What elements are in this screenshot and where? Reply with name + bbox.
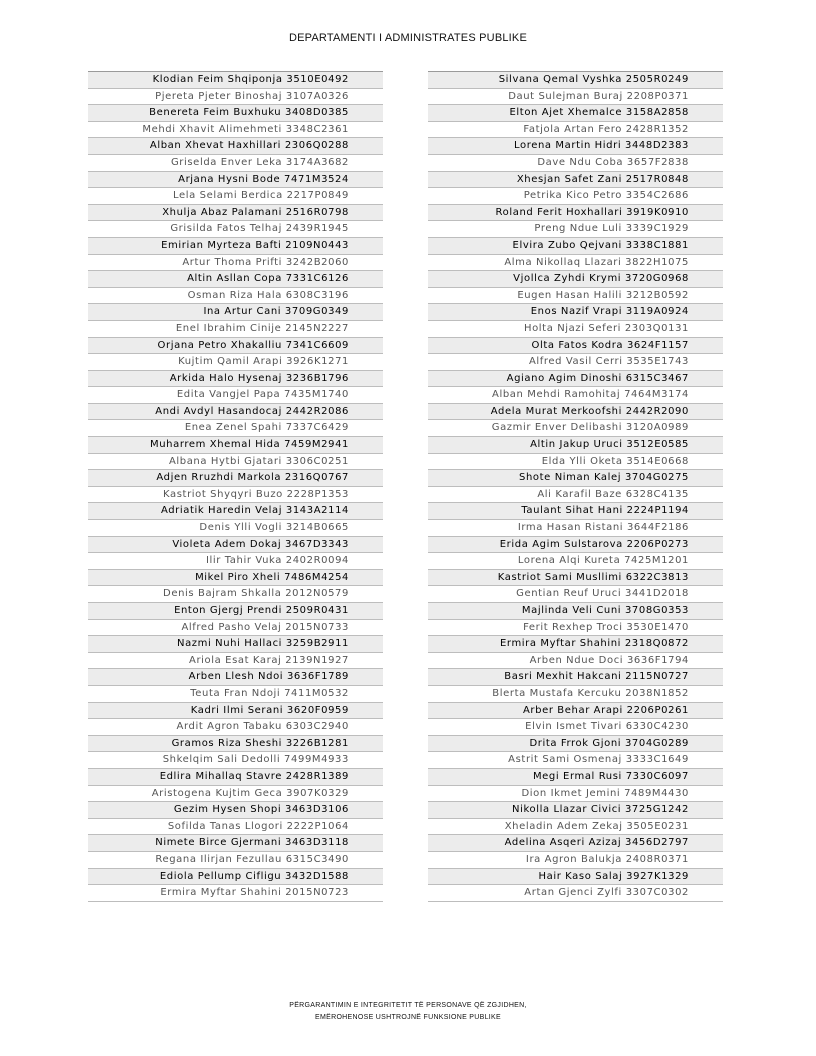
list-left-row: Mehdi Xhavit Alimehmeti 3348C2361 (88, 122, 383, 139)
list-right-row: Alfred Vasil Cerri 3535E1743 (428, 354, 723, 371)
name-list-left (88, 71, 383, 902)
list-right-row: Lorena Alqi Kureta 7425M1201 (428, 553, 723, 570)
list-left-row: Enton Gjergj Prendi 2509R0431 (88, 603, 383, 620)
list-right-row: Alma Nikollaq Llazari 3822H1075 (428, 255, 723, 272)
list-left-row: Xhulja Abaz Palamani 2516R0798 (88, 205, 383, 222)
list-right-row: Hair Kaso Salaj 3927K1329 (428, 869, 723, 886)
list-right-row: Gazmir Enver Delibashi 3120A0989 (428, 420, 723, 437)
list-right-row: Drita Frrok Gjoni 3704G0289 (428, 736, 723, 753)
list-left-row: Enel Ibrahim Cinije 2145N2227 (88, 321, 383, 338)
list-right-row: Ferit Rexhep Troci 3530E1470 (428, 620, 723, 637)
list-right-row: Elda Ylli Oketa 3514E0668 (428, 454, 723, 471)
list-right-row: Adela Murat Merkoofshi 2442R2090 (428, 404, 723, 421)
list-left-row: Altin Asllan Copa 7331C6126 (88, 271, 383, 288)
list-right-row: Majlinda Veli Cuni 3708G0353 (428, 603, 723, 620)
list-right-row: Blerta Mustafa Kercuku 2038N1852 (428, 686, 723, 703)
list-left-row: Adjen Rruzhdi Markola 2316Q0767 (88, 470, 383, 487)
list-right-row: Silvana Qemal Vyshka 2505R0249 (428, 72, 723, 89)
list-right-row: Vjollca Zyhdi Krymi 3720G0968 (428, 271, 723, 288)
list-right-row: Erida Agim Sulstarova 2206P0273 (428, 537, 723, 554)
list-left-row: Klodian Feim Shqiponja 3510E0492 (88, 72, 383, 89)
list-left-row: Kadri Ilmi Serani 3620F0959 (88, 703, 383, 720)
list-right-row: Preng Ndue Luli 3339C1929 (428, 221, 723, 238)
list-right-row: Gentian Reuf Uruci 3441D2018 (428, 586, 723, 603)
list-right-row: Ira Agron Balukja 2408R0371 (428, 852, 723, 869)
list-left-row: Osman Riza Hala 6308C3196 (88, 288, 383, 305)
list-right-row: Fatjola Artan Fero 2428R1352 (428, 122, 723, 139)
list-right-row: Daut Sulejman Buraj 2208P0371 (428, 89, 723, 106)
list-left-row: Albana Hytbi Gjatari 3306C0251 (88, 454, 383, 471)
list-right-row: Agiano Agim Dinoshi 6315C3467 (428, 371, 723, 388)
list-left-row: Orjana Petro Xhakalliu 7341C6609 (88, 338, 383, 355)
list-left-row: Violeta Adem Dokaj 3467D3343 (88, 537, 383, 554)
list-left-row: Alfred Pasho Velaj 2015N0733 (88, 620, 383, 637)
footer-line-2: EMËROHENOSE USHTROJNË FUNKSIONE PUBLIKE (315, 1014, 501, 1021)
list-left-row: Ardit Agron Tabaku 6303C2940 (88, 719, 383, 736)
list-left-row: Gramos Riza Sheshi 3226B1281 (88, 736, 383, 753)
list-right-row: Altin Jakup Uruci 3512E0585 (428, 437, 723, 454)
list-right-row: Dion Ikmet Jemini 7489M4430 (428, 786, 723, 803)
list-right-row: Holta Njazi Seferi 2303Q0131 (428, 321, 723, 338)
list-right-row: Astrit Sami Osmenaj 3333C1649 (428, 752, 723, 769)
list-left-row: Emirian Myrteza Bafti 2109N0443 (88, 238, 383, 255)
list-left-row: Shkelqim Sali Dedolli 7499M4933 (88, 752, 383, 769)
list-right-row: Artan Gjenci Zylfi 3307C0302 (428, 885, 723, 902)
list-right-row: Ali Karafil Baze 6328C4135 (428, 487, 723, 504)
list-right-row: Dave Ndu Coba 3657F2838 (428, 155, 723, 172)
list-left-row: Enea Zenel Spahi 7337C6429 (88, 420, 383, 437)
list-right-row: Elvira Zubo Qejvani 3338C1881 (428, 238, 723, 255)
list-left-row: Alban Xhevat Haxhillari 2306Q0288 (88, 138, 383, 155)
list-left-row: Sofilda Tanas Llogori 2222P1064 (88, 819, 383, 836)
list-left-row: Arben Llesh Ndoi 3636F1789 (88, 669, 383, 686)
list-left-row: Andi Avdyl Hasandocaj 2442R2086 (88, 404, 383, 421)
list-left-row: Griselda Enver Leka 3174A3682 (88, 155, 383, 172)
list-left-row: Lela Selami Berdica 2217P0849 (88, 188, 383, 205)
list-right-row: Xheladin Adem Zekaj 3505E0231 (428, 819, 723, 836)
list-right-row: Olta Fatos Kodra 3624F1157 (428, 338, 723, 355)
list-right-row: Eugen Hasan Halili 3212B0592 (428, 288, 723, 305)
list-left-row: Edlira Mihallaq Stavre 2428R1389 (88, 769, 383, 786)
list-right-row: Arben Ndue Doci 3636F1794 (428, 653, 723, 670)
list-left-row: Ilir Tahir Vuka 2402R0094 (88, 553, 383, 570)
list-right-row: Shote Niman Kalej 3704G0275 (428, 470, 723, 487)
list-left-row: Ariola Esat Karaj 2139N1927 (88, 653, 383, 670)
list-right-row: Elvin Ismet Tivari 6330C4230 (428, 719, 723, 736)
list-left-row: Nimete Birce Gjermani 3463D3118 (88, 835, 383, 852)
page-title: DEPARTAMENTI I ADMINISTRATES PUBLIKE (288, 32, 528, 44)
list-right-row: Enos Nazif Vrapi 3119A0924 (428, 304, 723, 321)
list-left-row: Gezim Hysen Shopi 3463D3106 (88, 802, 383, 819)
list-right-row: Alban Mehdi Ramohitaj 7464M3174 (428, 387, 723, 404)
list-left-row: Ediola Pellump Cifligu 3432D1588 (88, 869, 383, 886)
list-left-row: Grisilda Fatos Telhaj 2439R1945 (88, 221, 383, 238)
list-left-row: Denis Ylli Vogli 3214B0665 (88, 520, 383, 537)
list-left-row: Pjereta Pjeter Binoshaj 3107A0326 (88, 89, 383, 106)
list-right-row: Megi Ermal Rusi 7330C6097 (428, 769, 723, 786)
list-left-row: Mikel Piro Xheli 7486M4254 (88, 570, 383, 587)
list-left-row: Ina Artur Cani 3709G0349 (88, 304, 383, 321)
footer-line-1: PËRGARANTIMIN E INTEGRITETIT TË PERSONAVE QË ZGJIDHEN, (289, 1002, 527, 1009)
list-left-row: Denis Bajram Shkalla 2012N0579 (88, 586, 383, 603)
list-right-row: Roland Ferit Hoxhallari 3919K0910 (428, 205, 723, 222)
list-right-row: Petrika Kico Petro 3354C2686 (428, 188, 723, 205)
list-left-row: Kastriot Shyqyri Buzo 2228P1353 (88, 487, 383, 504)
list-right-row: Kastriot Sami Musllimi 6322C3813 (428, 570, 723, 587)
list-right-row: Ermira Myftar Shahini 2318Q0872 (428, 636, 723, 653)
list-right-row: Taulant Sihat Hani 2224P1194 (428, 503, 723, 520)
list-left-row: Ermira Myftar Shahini 2015N0723 (88, 885, 383, 902)
list-right-row: Lorena Martin Hidri 3448D2383 (428, 138, 723, 155)
list-right-row: Adelina Asqeri Azizaj 3456D2797 (428, 835, 723, 852)
list-left-row: Regana Ilirjan Fezullau 6315C3490 (88, 852, 383, 869)
name-list-right (428, 71, 723, 902)
list-left-row: Benereta Feim Buxhuku 3408D0385 (88, 105, 383, 122)
list-left-row: Aristogena Kujtim Geca 3907K0329 (88, 786, 383, 803)
list-right-row: Elton Ajet Xhemalce 3158A2858 (428, 105, 723, 122)
list-right-row: Irma Hasan Ristani 3644F2186 (428, 520, 723, 537)
list-left-row: Kujtim Qamil Arapi 3926K1271 (88, 354, 383, 371)
list-left-row: Adriatik Haredin Velaj 3143A2114 (88, 503, 383, 520)
list-left-row: Teuta Fran Ndoji 7411M0532 (88, 686, 383, 703)
list-left-row: Artur Thoma Prifti 3242B2060 (88, 255, 383, 272)
list-right-row: Basri Mexhit Hakcani 2115N0727 (428, 669, 723, 686)
list-left-row: Edita Vangjel Papa 7435M1740 (88, 387, 383, 404)
list-left-row: Arjana Hysni Bode 7471M3524 (88, 172, 383, 189)
list-right-row: Xhesjan Safet Zani 2517R0848 (428, 172, 723, 189)
list-right-row: Nikolla Llazar Civici 3725G1242 (428, 802, 723, 819)
footer-text (0, 1000, 816, 1024)
list-left-row: Muharrem Xhemal Hida 7459M2941 (88, 437, 383, 454)
list-right-row: Arber Behar Arapi 2206P0261 (428, 703, 723, 720)
list-left-row: Nazmi Nuhi Hallaci 3259B2911 (88, 636, 383, 653)
list-left-row: Arkida Halo Hysenaj 3236B1796 (88, 371, 383, 388)
